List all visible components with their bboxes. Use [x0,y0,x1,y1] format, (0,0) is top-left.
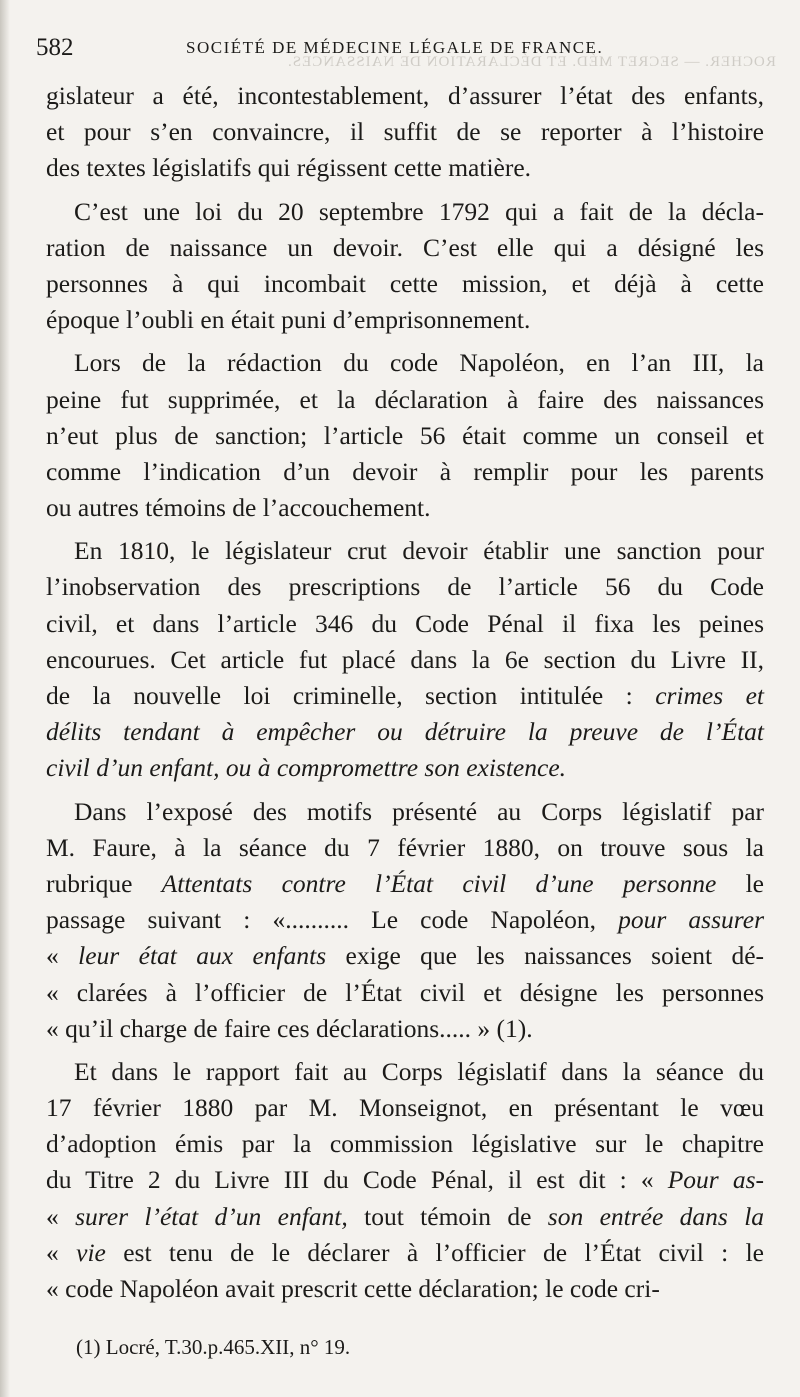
text-span: ration de naissance un devoir. C’est elle qui a désigné les [46,232,764,262]
page-gutter-shadow [0,0,10,1397]
text-span: Et dans le rapport fait au Corps législatif dans la séance du [74,1056,764,1086]
text-span: En 1810, le législateur crut devoir établir une sanction pour [74,536,764,566]
text-span: exige que les naissances soient dé- [326,941,765,971]
text-line [46,418,764,454]
text-line [46,794,764,830]
text-line [46,938,764,974]
text-line [46,1011,764,1047]
italic-span: pour assurer [618,905,764,935]
italic-span: civil d’un enfant, ou à compromettre son existence. [46,753,567,783]
italic-span: Pour as- [667,1165,765,1195]
text-line [46,266,764,302]
text-span: C’est une loi du 20 septembre 1792 qui a fait de la décla- [74,196,764,226]
text-span: peine fut supprimée, et la déclaration à faire des naissances [46,384,764,414]
text-line [46,490,764,526]
text-span: comme l’indication d’un devoir à remplir pour les parents [46,456,764,486]
text-line [46,606,764,642]
bleed-through-text: ROCHER. — SECRET MÉD. ET DÉCLARATION DE NAISSANCES. [287,54,776,70]
text-line [46,230,764,266]
text-line [46,1235,764,1271]
page-header [36,34,776,70]
text-span: « clarées à l’officier de l’État civil et désigne les personnes [46,977,764,1007]
text-line [46,975,764,1011]
text-line [46,382,764,418]
text-line [46,714,764,750]
text-line [46,345,764,381]
text-span: Lors de la rédaction du code Napoléon, en l’an III, la [74,348,764,378]
running-title: SOCIÉTÉ DE MÉDECINE LÉGALE DE FRANCE. [186,38,604,57]
page-body [46,78,764,1307]
text-span: l’inobservation des prescriptions de l’article 56 du Code [46,572,764,602]
text-line [46,78,764,114]
italic-span: Attentats contre l’État civil d’une personne [161,868,717,898]
paragraph [46,78,764,187]
text-span: 17 février 1880 par M. Monseignot, en présentant le vœu [46,1093,764,1123]
italic-span: surer l’état d’un enfant, [75,1201,348,1231]
italic-span: leur état aux enfants [78,941,327,971]
paragraph [46,345,764,526]
paragraph-gap [46,338,764,345]
text-line [46,150,764,186]
text-span: tout témoin de [347,1201,548,1231]
paragraph-gap [46,787,764,794]
text-line [46,1090,764,1126]
text-line [46,830,764,866]
text-span: rubrique [46,868,162,898]
text-line [46,1054,764,1090]
paragraph [46,1054,764,1307]
text-span: « [46,1201,76,1231]
paragraph [46,194,764,339]
paragraph-gap [46,1047,764,1054]
text-span: civil, et dans l’article 346 du Code Pénal il fixa les peines [46,608,764,638]
paragraph [46,794,764,1047]
italic-span: son entrée dans la [547,1201,765,1231]
text-span: le [716,868,764,898]
text-line [46,902,764,938]
text-line [46,1162,764,1198]
text-span: ou autres témoins de l’accouchement. [46,493,431,523]
text-span: personnes à qui incombait cette mission, et déjà à cette [46,268,764,298]
text-span: et pour s’en convaincre, il suffit de se reporter à l’histoire [46,117,764,147]
italic-span: crimes et [655,681,764,710]
text-line [46,302,764,338]
text-line [46,750,764,786]
text-span: du Titre 2 du Livre III du Code Pénal, il est dit : « [46,1165,668,1195]
italic-span: délits tendant à empêcher ou détruire la preuve de l’État [46,717,764,747]
text-line [46,1271,764,1307]
text-line [46,1126,764,1162]
text-line [46,866,764,902]
text-span: des textes législatifs qui régissent cette matière. [46,153,532,183]
text-span: « qu’il charge de faire ces déclarations..... » (1). [46,1013,533,1043]
page-number: 582 [36,34,74,61]
text-line [46,569,764,605]
text-span: « [46,941,79,971]
text-line [46,194,764,230]
text-line [46,1199,764,1235]
text-span: est tenu de le déclarer à l’officier de l’État civil : le [105,1237,765,1267]
text-span: de la nouvelle loi criminelle, section intitulée : [46,681,656,710]
text-span: époque l’oubli en était puni d’emprisonnement. [46,305,531,335]
paragraph [46,533,764,786]
paragraph-gap [46,187,764,194]
text-line [46,533,764,569]
text-line [46,678,764,714]
text-span: n’eut plus de sanction; l’article 56 était comme un conseil et [46,420,764,450]
text-span: Dans l’exposé des motifs présenté au Corps législatif par [74,796,764,826]
text-span: d’adoption émis par la commission législative sur le chapitre [46,1129,764,1159]
text-line [46,454,764,490]
text-span: encourues. Cet article fut placé dans la 6e section du Livre II, [46,644,764,674]
text-span: M. Faure, à la séance du 7 février 1880, on trouve sous la [46,832,764,862]
text-span: « code Napoléon avait prescrit cette déclaration; le code cri- [46,1274,660,1303]
text-line [46,642,764,678]
paragraph-gap [46,526,764,533]
text-span: « [46,1237,77,1267]
text-span: passage suivant : «.......... Le code Napoléon, [46,905,619,935]
text-line [46,114,764,150]
text-span: gislateur a été, incontestablement, d’assurer l’état des enfants, [46,81,764,110]
italic-span: vie [76,1237,106,1267]
footnote: (1) Locré, T.30.p.465.XII, n° 19. [76,1335,351,1359]
